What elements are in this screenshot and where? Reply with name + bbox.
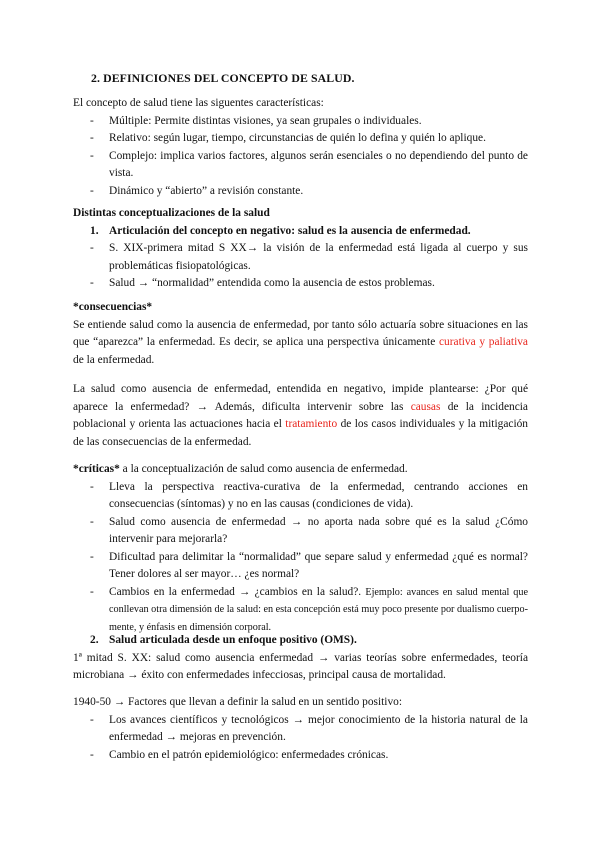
conceptualizations-section (73, 205, 528, 293)
list-item: - Cambios en la enfermedad → ¿cambios en la salud?. Ejemplo: avances en salud mental que conllevan otra dimensión de la salud: en esta concepción está muy poco presente por dualismo cuerpo-mente, y énfasis en dimensión corporal. (73, 584, 528, 637)
list-item: - Lleva la perspectiva reactiva-curativa de la enfermedad, centrando acciones en consecuencias (síntomas) y no en las causas (condiciones de vida). (73, 479, 528, 514)
critiques-label: *críticas* (73, 463, 120, 475)
item2-paragraph-2: 1940-50 → Factores que llevan a definir la salud en un sentido positivo: (73, 696, 402, 708)
list-item: - Dificultad para delimitar la “normalidad” que separe salud y enfermedad ¿qué es normal? Tener dolores al ser mayor… ¿es normal? (73, 549, 528, 584)
item1-title-text: Articulación del concepto en negativo: salud es la ausencia de enfermedad. (109, 224, 471, 237)
item2-list (73, 712, 528, 765)
list-item: - Complejo: implica varios factores, algunos serán esenciales o no dependiendo del punto de vista. (73, 148, 528, 183)
consequences-paragraph-1: Se entiende salud como la ausencia de enfermedad, por tanto sólo actuaría sobre situaciones en las que “aparezca” la enfermedad. Es decir, se aplica una perspectiva únicamente curativa y paliativa de la enfermedad. (73, 318, 528, 366)
list-item: - Múltiple: Permite distintas visiones, ya sean grupales o individuales. (73, 113, 528, 131)
consequences-section (73, 299, 528, 369)
list-item: - Salud como ausencia de enfermedad → no aporta nada sobre qué es la salud ¿Cómo intervenir para mejorarla? (73, 514, 528, 549)
item2-paragraph-1: 1ª mitad S. XX: salud como ausencia enfermedad → varias teorías sobre enfermedades, teoría microbiana → éxito con enfermedades infecciosas, principal causa de mortalidad. (73, 651, 528, 681)
list-item: - Cambio en el patrón epidemiológico: enfermedades crónicas. (73, 747, 528, 765)
consequences-label: *consecuencias* (73, 301, 153, 313)
item2-title-text: Salud articulada desde un enfoque positivo (OMS). (109, 634, 357, 646)
item2-number: 2. (90, 634, 99, 646)
item1-number: 1. (90, 224, 99, 237)
highlight-curativa: curativa y paliativa (438, 336, 528, 348)
example-note: Ejemplo: avances en salud mental que conllevan otra dimensión de la salud: en esta concepción está muy poco presente por dualismo cuerpo-mente, y énfasis en dimensión corporal. (109, 586, 528, 633)
highlight-tratamiento: tratamiento (285, 418, 338, 430)
item2-section (73, 632, 528, 685)
consequences-paragraph-2: La salud como ausencia de enfermedad, entendida en negativo, impide plantearse: ¿Por qué aparece la enfermedad? → Además, dificulta intervenir sobre las causas de la incidencia poblacional y orienta las actuaciones hacia el tratamiento de los casos individuales y la mitigación de las consecuencias de la enfermedad. (73, 383, 529, 448)
critiques-intro: *críticas* a la conceptualización de salud como ausencia de enfermedad. (73, 463, 408, 475)
item1-list (73, 240, 528, 293)
list-item: - Los avances científicos y tecnológicos → mejor conocimiento de la historia natural de la enfermedad → mejoras en prevención. (73, 712, 528, 747)
section-heading: 2. DEFINICIONES DEL CONCEPTO DE SALUD. (91, 71, 355, 85)
critiques-section (73, 461, 528, 636)
critiques-list (73, 479, 528, 637)
list-item: - Relativo: según lugar, tiempo, circunstancias de quién lo defina y quién lo aplique. (73, 130, 528, 148)
conceptualizations-heading: Distintas conceptualizaciones de la salud (73, 207, 270, 219)
item2-title (73, 632, 528, 650)
intro-text: El concepto de salud tiene las siguentes características: (73, 97, 324, 109)
characteristics-list (73, 113, 528, 201)
highlight-causas: causas (410, 400, 441, 413)
item2-factors (73, 694, 528, 764)
list-item: - Salud → “normalidad” entendida como la ausencia de estos problemas. (73, 275, 528, 293)
list-item: - S. XIX-primera mitad S XX→ la visión de la enfermedad está ligada al cuerpo y sus problemáticas fisiopatológicas. (73, 240, 528, 275)
item1-title (73, 223, 528, 241)
list-item: - Dinámico y “abierto” a revisión constante. (73, 183, 528, 201)
consequences-paragraph-2-block (73, 381, 528, 451)
characteristics-section (73, 95, 528, 200)
